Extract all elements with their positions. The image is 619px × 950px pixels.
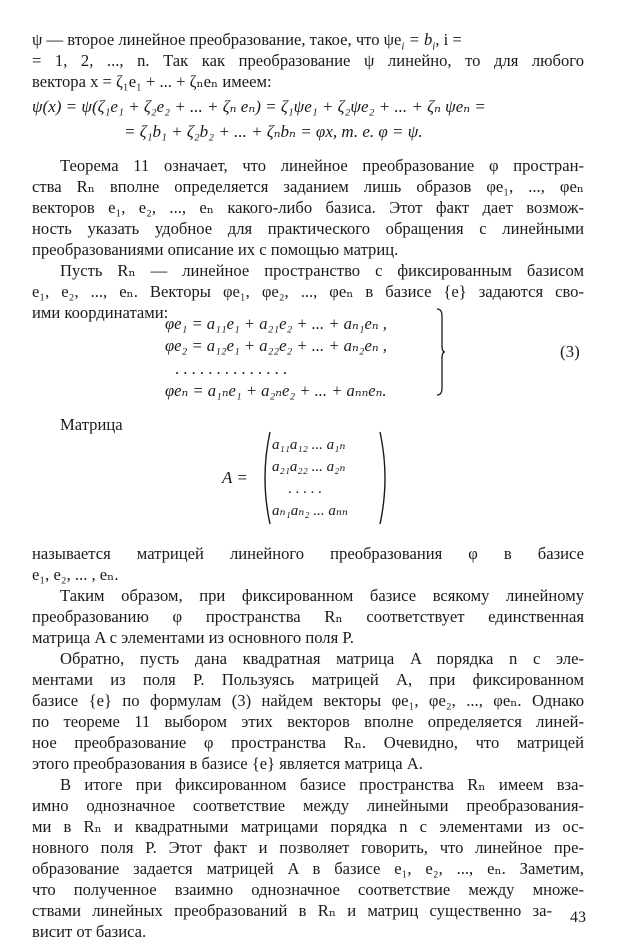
text-line: Матрица [60,415,123,434]
text-line: ментами из поля P. Пользуясь матрицей A, при фиксированном [32,670,584,689]
text-line: ствами линейных преобразований в Rₙ и матриц существенно за- [32,901,552,920]
text-line: Пусть Rₙ — линейное пространство с фиксированным базисом [60,261,584,280]
text-line: по теореме 11 выбором этих векторов вполне определяется линей- [32,712,584,731]
text-line: базисе {e} по формулам (3) найдем векторы φe₁, φe₂, ..., φeₙ. Однако [32,691,584,710]
system-equation-2: φe₂ = a₁₂e₁ + a₂₂e₂ + ... + aₙ₂eₙ , [165,336,387,355]
text-line: преобразованиями описание их с помощью матриц. [32,240,399,259]
text-line: ное преобразование φ пространства Rₙ. Очевидно, что матрицей [32,733,584,752]
system-equation-1: φe₁ = a₁₁e₁ + a₂₁e₂ + ... + aₙ₁eₙ , [165,314,387,333]
text-line: = 1, 2, ..., n. Так как преобразование ψ линейно, то для любого [32,51,584,70]
text-line: Обратно, пусть дана квадратная матрица A порядка n с эле- [60,649,584,668]
matrix-row: aₙ₁aₙ₂ ... aₙₙ [272,503,348,519]
equation-number: (3) [560,342,580,361]
text-line: В итоге при фиксированном базисе пространства Rₙ имеем вза- [60,775,584,794]
system-equation-n: φeₙ = a₁ₙe₁ + a₂ₙe₂ + ... + aₙₙeₙ. [165,381,387,400]
equation-line: ψ(x) = ψ(ζ₁e₁ + ζ₂e₂ + ... + ζₙ eₙ) = ζ₁ψe₁ + ζ₂ψe₂ + ... + ζₙ ψeₙ = [32,97,486,116]
page-number: 43 [570,909,586,926]
text-line: преобразованию φ пространства Rₙ соответствует единственная [32,607,584,626]
text-line: e₁, e₂, ..., eₙ. Векторы φe₁, φe₂, ..., φeₙ в базисе {e} задаются сво- [32,282,584,301]
text-line: векторов e₁, e₂, ..., eₙ какого-либо базиса. Этот факт дает возмож- [32,198,584,217]
system-dots: . . . . . . . . . . . . . . [175,359,288,378]
matrix-row: a₂₁a₂₂ ... a₂ₙ [272,459,346,475]
matrix-label: A = [222,468,248,487]
text-line: e₁, e₂, ... , eₙ. [32,565,119,584]
right-brace-icon [436,308,446,396]
text-line: ψ — второе линейное преобразование, такое, что $\psi e_i = b_i$, i = [32,30,462,53]
text-line: ность указать удобное для практического обращения с линейными [32,219,584,238]
text-line: что полученное взаимно однозначное соответствие между множе- [32,880,584,899]
text-line: новного поля P. Этот факт и позволяет говорить, что линейное пре- [32,838,584,857]
text-line: вектора x = ζ₁e₁ + ... + ζₙeₙ имеем: [32,72,272,91]
text-line: ми в Rₙ и квадратными матрицами порядка n с элементами из ос- [32,817,584,836]
text-line: матрица A с элементами из основного поля P. [32,628,354,647]
text-line: висит от базиса. [32,922,147,941]
equation-line: = ζ₁b₁ + ζ₂b₂ + ... + ζₙbₙ = φx, т. е. φ = ψ. [124,122,423,141]
text-line: называется матрицей линейного преобразования φ в базисе [32,544,584,563]
text-line: Таким образом, при фиксированном базисе всякому линейному [60,586,584,605]
text-line: ства Rₙ вполне определяется заданием лишь образов φe₁, ..., φeₙ [32,177,584,196]
text-line: имно однозначное соответствие между линейными преобразования- [32,796,584,815]
matrix-row: a₁₁a₁₂ ... a₁ₙ [272,437,346,453]
text-line: Теорема 11 означает, что линейное преобразование φ простран- [60,156,584,175]
matrix-dots: . . . . . [288,481,322,497]
text-line: ими координатами: [32,303,169,322]
text-line: этого преобразования в базисе {e} является матрица A. [32,754,423,773]
text-line: образование задается матрицей A в базисе e₁, e₂, ..., eₙ. Заметим, [32,859,584,878]
